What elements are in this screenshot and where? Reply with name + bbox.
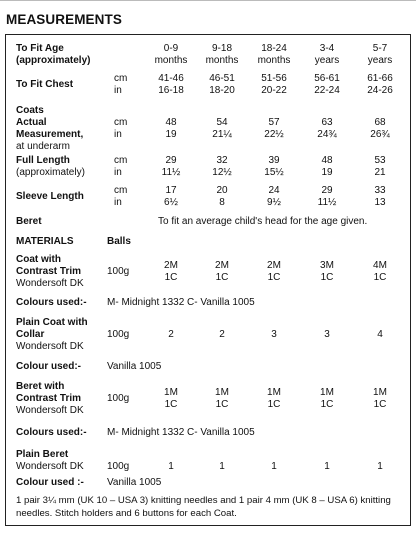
main-balls: 3M	[320, 260, 334, 271]
colours-text: M- Midnight 1332 C- Vanilla 1005	[107, 427, 255, 438]
colour-label: Colour used:-	[16, 361, 81, 372]
balls-count: 1	[219, 461, 225, 472]
chest-in: 22-24	[314, 85, 340, 96]
age-value: 0-9	[163, 43, 179, 54]
length-cm: 29	[165, 155, 177, 166]
coats-cm: 54	[216, 117, 228, 128]
contrast-balls: 1C	[215, 399, 229, 410]
length-in: 15½	[264, 167, 284, 178]
main-balls: 1M	[215, 387, 229, 398]
balls-heading: Balls	[107, 236, 131, 247]
main-balls: 2M	[267, 260, 281, 271]
coat-trim-label-2: Contrast Trim	[16, 266, 82, 277]
coats-cm: 57	[268, 117, 280, 128]
unit-in: in	[114, 167, 122, 178]
contrast-balls: 1C	[373, 272, 387, 283]
sleeve-in: 6½	[164, 197, 178, 208]
sleeve-in: 8	[219, 197, 225, 208]
coats-label-3: Measurement,	[16, 129, 84, 140]
beret-trim-label: Beret with	[16, 381, 65, 392]
unit-in: in	[114, 85, 122, 96]
length-label: Full Length	[16, 155, 70, 166]
page-title: MEASUREMENTS	[6, 12, 122, 27]
plain-coat-label: Plain Coat with	[16, 317, 88, 328]
contrast-balls: 1C	[320, 272, 334, 283]
length-in: 12½	[212, 167, 232, 178]
chest-in: 24-26	[367, 85, 393, 96]
beret-trim-label-2: Contrast Trim	[16, 393, 82, 404]
ball-weight: 100g	[107, 329, 130, 340]
chest-cm: 46-51	[209, 73, 235, 84]
length-cm: 53	[374, 155, 386, 166]
beret-fit-text: To fit an average child's head for the age given.	[158, 216, 368, 227]
coats-sub: at underarm	[16, 141, 70, 152]
main-balls: 1M	[164, 387, 178, 398]
yarn-name: Wondersoft DK	[16, 341, 84, 352]
chest-in: 16-18	[158, 85, 184, 96]
balls-count: 4	[377, 329, 383, 340]
balls-count: 3	[271, 329, 277, 340]
coats-label-2: Actual	[16, 117, 47, 128]
yarn-name: Wondersoft DK	[16, 405, 84, 416]
contrast-balls: 1C	[373, 399, 387, 410]
age-label: To Fit Age	[16, 43, 64, 54]
coats-in: 22½	[264, 129, 284, 140]
top-rule	[0, 0, 416, 5]
balls-count: 1	[168, 461, 174, 472]
age-value: 9-18	[211, 43, 232, 54]
length-cm: 39	[268, 155, 280, 166]
chest-label: To Fit Chest	[16, 79, 74, 90]
colours-text: M- Midnight 1332 C- Vanilla 1005	[107, 297, 255, 308]
coats-cm: 68	[374, 117, 386, 128]
unit-cm: cm	[114, 73, 128, 84]
sleeve-in: 11½	[317, 197, 337, 208]
yarn-name: Wondersoft DK	[16, 461, 84, 472]
age-unit: months	[205, 55, 239, 66]
contrast-balls: 1C	[320, 399, 334, 410]
main-balls: 1M	[320, 387, 334, 398]
length-sub: (approximately)	[16, 167, 85, 178]
main-balls: 4M	[373, 260, 387, 271]
colour-text: Vanilla 1005	[107, 477, 162, 488]
coats-cm: 48	[165, 117, 177, 128]
main-balls: 1M	[267, 387, 281, 398]
sleeve-cm: 33	[374, 185, 386, 196]
age-unit: months	[257, 55, 291, 66]
colours-label: Colours used:-	[16, 427, 87, 438]
chest-in: 20-22	[261, 85, 287, 96]
contrast-balls: 1C	[267, 399, 281, 410]
unit-cm: cm	[114, 155, 128, 166]
unit-in: in	[114, 197, 122, 208]
age-value: 3-4	[319, 43, 335, 54]
coats-in: 19	[165, 129, 177, 140]
contrast-balls: 1C	[164, 399, 178, 410]
sleeve-label: Sleeve Length	[16, 191, 84, 202]
coats-in: 26¾	[370, 129, 390, 140]
contrast-balls: 1C	[267, 272, 281, 283]
ball-weight: 100g	[107, 266, 130, 277]
needles-note: 1 pair 3¼ mm (UK 10 – USA 3) knitting needles and 1 pair 4 mm (UK 8 – USA 6) knitting needles. Stitch holders and 6 buttons for each Coat.	[16, 495, 391, 519]
balls-count: 2	[168, 329, 174, 340]
balls-count: 2	[219, 329, 225, 340]
sleeve-cm: 29	[321, 185, 333, 196]
length-cm: 48	[321, 155, 333, 166]
sleeve-in: 13	[374, 197, 386, 208]
chest-in: 18-20	[209, 85, 235, 96]
length-in: 19	[321, 167, 333, 178]
colour-label: Colour used :-	[16, 477, 84, 488]
sleeve-in: 9½	[267, 197, 281, 208]
ball-weight: 100g	[107, 393, 130, 404]
coats-in: 24¾	[317, 129, 337, 140]
sleeve-cm: 17	[165, 185, 177, 196]
coats-in: 21¼	[212, 129, 232, 140]
unit-cm: cm	[114, 117, 128, 128]
yarn-name: Wondersoft DK	[16, 278, 84, 289]
age-unit: months	[154, 55, 188, 66]
unit-in: in	[114, 129, 122, 140]
coats-cm: 63	[321, 117, 333, 128]
coats-label: Coats	[16, 105, 44, 116]
colour-text: Vanilla 1005	[107, 361, 162, 372]
chest-cm: 61-66	[367, 73, 393, 84]
age-label-sub: (approximately)	[16, 55, 91, 66]
balls-count: 1	[377, 461, 383, 472]
main-balls: 1M	[373, 387, 387, 398]
chest-cm: 41-46	[158, 73, 184, 84]
contrast-balls: 1C	[164, 272, 178, 283]
chest-cm: 56-61	[314, 73, 340, 84]
colours-label: Colours used:-	[16, 297, 87, 308]
main-balls: 2M	[215, 260, 229, 271]
plain-coat-label-2: Collar	[16, 329, 45, 340]
sleeve-cm: 24	[268, 185, 280, 196]
age-value: 18-24	[261, 43, 287, 54]
main-balls: 2M	[164, 260, 178, 271]
age-unit: years	[367, 55, 393, 66]
coat-trim-label: Coat with	[16, 254, 61, 265]
length-in: 21	[374, 167, 386, 178]
contrast-balls: 1C	[215, 272, 229, 283]
measurements-table	[5, 34, 411, 526]
balls-count: 3	[324, 329, 330, 340]
chest-cm: 51-56	[261, 73, 287, 84]
ball-weight: 100g	[107, 461, 130, 472]
length-cm: 32	[216, 155, 228, 166]
materials-heading: MATERIALS	[16, 236, 74, 247]
unit-cm: cm	[114, 185, 128, 196]
balls-count: 1	[324, 461, 330, 472]
plain-beret-label: Plain Beret	[16, 449, 69, 460]
beret-label: Beret	[16, 216, 42, 227]
balls-count: 1	[271, 461, 277, 472]
age-unit: years	[314, 55, 340, 66]
age-value: 5-7	[372, 43, 388, 54]
sleeve-cm: 20	[216, 185, 228, 196]
length-in: 11½	[161, 167, 181, 178]
